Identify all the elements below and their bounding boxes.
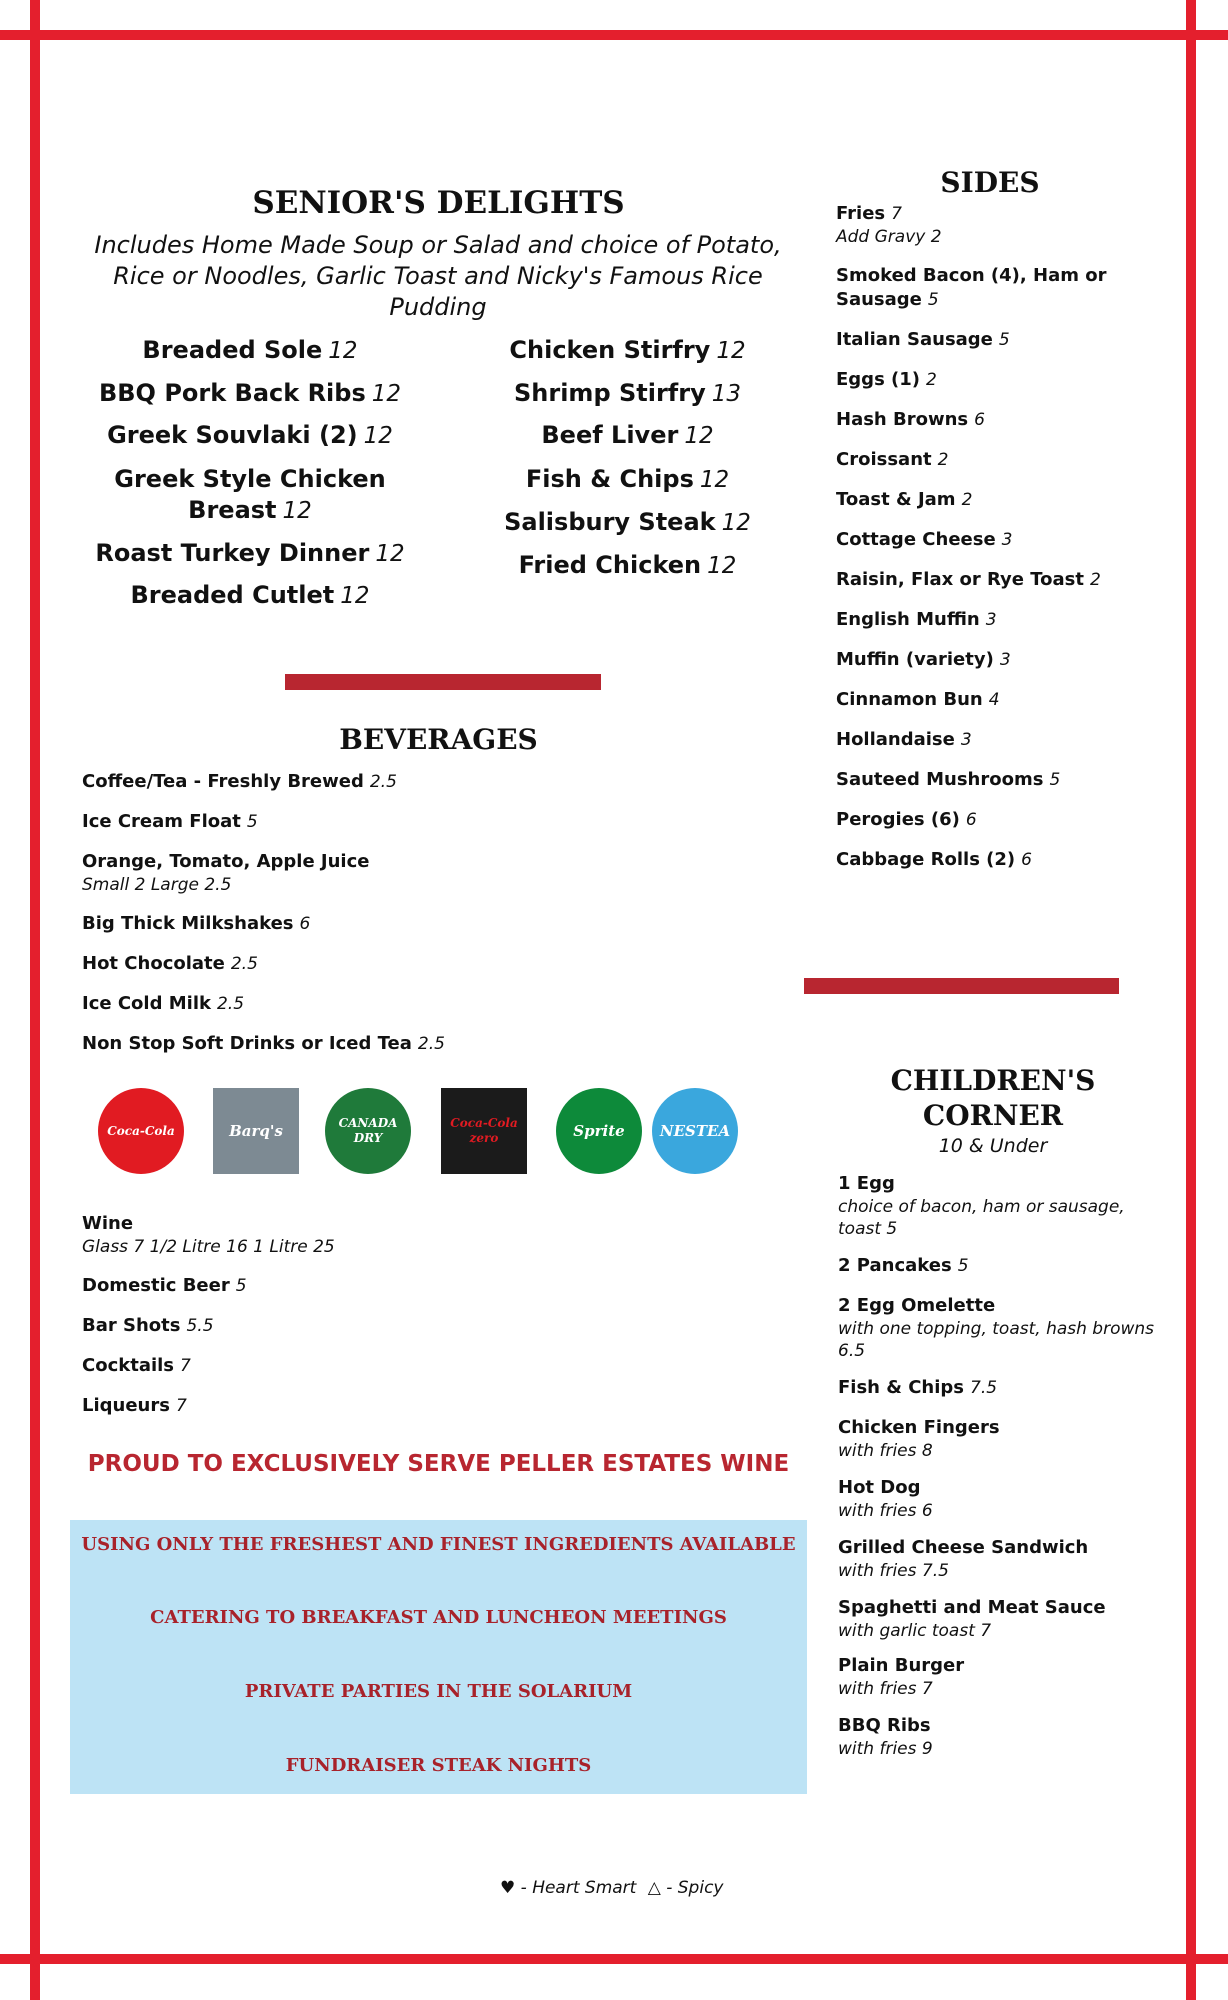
beverage-item-price: 2.5 xyxy=(216,994,245,1014)
beverage-item xyxy=(82,952,502,976)
kids-item xyxy=(838,1416,1158,1462)
side-item-price: 6 xyxy=(965,810,977,830)
side-item xyxy=(836,264,1136,312)
senior-item-price: 12 xyxy=(684,423,714,449)
senior-item xyxy=(470,507,785,539)
side-item-price: 3 xyxy=(960,730,972,750)
kids-item xyxy=(838,1254,1158,1278)
senior-item-price: 12 xyxy=(340,583,370,609)
side-item-name: Hollandaise xyxy=(836,729,955,750)
kids-item-name: 2 Egg Omelette xyxy=(838,1295,996,1316)
senior-item-price: 12 xyxy=(371,381,402,407)
children-title-line2: CORNER xyxy=(922,1099,1064,1132)
side-item-name: Cinnamon Bun xyxy=(836,689,983,710)
side-item-name: Raisin, Flax or Rye Toast xyxy=(836,569,1084,590)
side-item-name: Fries xyxy=(836,203,886,224)
kids-item xyxy=(838,1536,1158,1582)
senior-item-price: 12 xyxy=(375,541,405,567)
kids-item xyxy=(838,1376,1158,1400)
senior-item xyxy=(470,464,785,496)
senior-item xyxy=(90,378,410,410)
kids-item-name: Plain Burger xyxy=(838,1655,965,1676)
beverage-item xyxy=(82,810,502,834)
logo-text: Coca-Cola zero xyxy=(450,1116,518,1145)
beverage-item-name: Orange, Tomato, Apple Juice xyxy=(82,851,370,872)
kids-item-detail: with garlic toast 7 xyxy=(838,1621,992,1641)
section-divider xyxy=(285,674,601,690)
side-item xyxy=(836,408,1136,432)
senior-item-name: Salisbury Steak xyxy=(504,508,716,536)
senior-item xyxy=(470,335,785,367)
kids-item-name: BBQ Ribs xyxy=(838,1715,931,1736)
sides-title: SIDES xyxy=(940,166,1040,199)
sides-divider xyxy=(804,978,1119,994)
side-item-price: 3 xyxy=(1001,530,1013,550)
senior-item xyxy=(470,378,785,410)
side-item xyxy=(836,368,1136,392)
kids-item-name: Spaghetti and Meat Sauce xyxy=(838,1597,1106,1618)
side-item-name: Toast & Jam xyxy=(836,489,956,510)
banner-line-catering: CATERING TO BREAKFAST AND LUNCHEON MEETINGS xyxy=(150,1607,727,1628)
beverage-item xyxy=(82,770,502,794)
side-item xyxy=(836,768,1136,792)
kids-item-name: Hot Dog xyxy=(838,1477,921,1498)
kids-item xyxy=(838,1294,1158,1362)
banner-line-steak-nights: FUNDRAISER STEAK NIGHTS xyxy=(285,1755,592,1776)
side-item-price: 5 xyxy=(927,290,939,310)
kids-item-detail: with fries 6 xyxy=(838,1501,933,1521)
kids-item-name: 1 Egg xyxy=(838,1173,895,1194)
beverage-item xyxy=(82,1032,502,1056)
alcohol-item xyxy=(82,1212,502,1258)
side-item xyxy=(836,688,1136,712)
beverage-item-name: Coffee/Tea - Freshly Brewed xyxy=(82,771,364,792)
senior-item xyxy=(90,580,410,612)
beverages-title: BEVERAGES xyxy=(339,723,538,756)
beverage-item-name: Ice Cream Float xyxy=(82,811,241,832)
heart-icon: ♥ xyxy=(500,1878,516,1898)
beverage-item xyxy=(82,992,502,1016)
side-item-name: Cottage Cheese xyxy=(836,529,996,550)
kids-item-detail: with one topping, toast, hash browns 6.5 xyxy=(838,1319,1155,1361)
side-item-name: Muffin (variety) xyxy=(836,649,994,670)
beverage-item-price: 5 xyxy=(246,812,258,832)
side-item-price: 3 xyxy=(999,650,1011,670)
side-item-price: 3 xyxy=(985,610,997,630)
senior-item xyxy=(90,420,410,452)
senior-item xyxy=(470,550,785,582)
alcohol-item-name: Liqueurs xyxy=(82,1395,170,1416)
side-item-price: 2 xyxy=(926,370,937,390)
alcohol-item xyxy=(82,1314,502,1338)
frame-right-line xyxy=(1186,0,1196,2000)
frame-top-line xyxy=(0,30,1228,40)
kids-item xyxy=(838,1476,1158,1522)
senior-item-price: 12 xyxy=(328,338,358,364)
canada-dry-logo xyxy=(325,1088,411,1174)
children-subtitle: 10 & Under xyxy=(938,1135,1048,1157)
side-item-price: 6 xyxy=(1021,850,1032,870)
kids-item xyxy=(838,1654,1158,1700)
side-item-name: Sauteed Mushrooms xyxy=(836,769,1044,790)
side-item-detail: Add Gravy 2 xyxy=(836,227,942,247)
kids-item xyxy=(838,1596,1158,1642)
side-item xyxy=(836,808,1136,832)
kids-item-detail: with fries 7.5 xyxy=(838,1561,949,1581)
senior-item-name: Beef Liver xyxy=(541,421,679,449)
side-item-name: Smoked Bacon (4), Ham or Sausage xyxy=(836,265,1107,310)
alcohol-item xyxy=(82,1274,502,1298)
beverage-item-name: Non Stop Soft Drinks or Iced Tea xyxy=(82,1033,412,1054)
wine-note: PROUD TO EXCLUSIVELY SERVE PELLER ESTATES WINE xyxy=(87,1451,790,1477)
senior-item-name: Roast Turkey Dinner xyxy=(95,539,370,567)
side-item xyxy=(836,848,1136,872)
side-item-name: English Muffin xyxy=(836,609,980,630)
logo-text: CANADA DRY xyxy=(338,1116,398,1145)
promo-banner xyxy=(70,1520,807,1794)
coca-cola-logo xyxy=(98,1088,184,1174)
side-item-name: Cabbage Rolls (2) xyxy=(836,849,1016,870)
alcohol-item-name: Wine xyxy=(82,1213,134,1234)
beverage-item-price: 2.5 xyxy=(369,772,397,792)
senior-item-name: BBQ Pork Back Ribs xyxy=(98,379,366,407)
legend-spicy: - Spicy xyxy=(660,1878,724,1898)
alcohol-item-name: Bar Shots xyxy=(82,1315,181,1336)
kids-item-name: Grilled Cheese Sandwich xyxy=(838,1537,1089,1558)
kids-item-detail: with fries 7 xyxy=(838,1679,933,1699)
senior-item xyxy=(90,335,410,367)
kids-item-detail: choice of bacon, ham or sausage, toast 5 xyxy=(838,1197,1125,1239)
alcohol-item-detail: Glass 7 1/2 Litre 16 1 Litre 25 xyxy=(82,1237,335,1257)
beverage-item-name: Hot Chocolate xyxy=(82,953,225,974)
side-item xyxy=(836,448,1136,472)
beverage-item-price: 2.5 xyxy=(230,954,258,974)
frame-bottom-line xyxy=(0,1954,1228,1964)
nestea-logo xyxy=(652,1088,738,1174)
side-item-name: Italian Sausage xyxy=(836,329,993,350)
side-item xyxy=(836,568,1136,592)
side-item-price: 5 xyxy=(998,330,1010,350)
beverage-item-price: 6 xyxy=(299,914,311,934)
side-item-price: 6 xyxy=(974,410,985,430)
logo-text: NESTEA xyxy=(659,1121,731,1140)
beverage-item-name: Big Thick Milkshakes xyxy=(82,913,294,934)
side-item-price: 2 xyxy=(1089,570,1101,590)
banner-line-ingredients: USING ONLY THE FRESHEST AND FINEST INGREDIENTS AVAILABLE xyxy=(81,1534,796,1555)
senior-item-price: 12 xyxy=(363,423,393,449)
alcohol-item xyxy=(82,1354,502,1378)
side-item xyxy=(836,608,1136,632)
senior-item-name: Fried Chicken xyxy=(518,551,702,579)
kids-item-detail: with fries 9 xyxy=(838,1739,933,1759)
side-item xyxy=(836,328,1136,352)
side-item-name: Croissant xyxy=(836,449,932,470)
alcohol-item-price: 7 xyxy=(180,1356,191,1376)
beverage-item xyxy=(82,912,502,936)
senior-item-name: Fish & Chips xyxy=(525,465,694,493)
side-item-name: Hash Browns xyxy=(836,409,969,430)
beverage-item-detail: Small 2 Large 2.5 xyxy=(82,875,232,895)
frame-left-line xyxy=(30,0,40,2000)
senior-item-price: 12 xyxy=(282,498,312,524)
alcohol-item xyxy=(82,1394,502,1418)
alcohol-item-price: 5.5 xyxy=(186,1316,214,1336)
senior-item xyxy=(90,538,410,570)
senior-item-name: Greek Style Chicken Breast xyxy=(114,465,386,524)
sprite-logo xyxy=(556,1088,642,1174)
logo-text: Barq's xyxy=(229,1121,283,1140)
beverage-item-name: Ice Cold Milk xyxy=(82,993,211,1014)
side-item-price: 2 xyxy=(961,490,973,510)
seniors-title: SENIOR'S DELIGHTS xyxy=(252,185,625,221)
side-item-price: 2 xyxy=(937,450,949,470)
kids-item-name: 2 Pancakes xyxy=(838,1255,952,1276)
kids-item xyxy=(838,1172,1158,1240)
senior-item-price: 13 xyxy=(711,381,741,407)
side-item xyxy=(836,202,1136,248)
alcohol-item-name: Domestic Beer xyxy=(82,1275,230,1296)
senior-item-price: 12 xyxy=(716,338,746,364)
logo-text: Coca-Cola xyxy=(107,1123,175,1138)
senior-item-name: Greek Souvlaki (2) xyxy=(107,421,358,449)
senior-item-price: 12 xyxy=(707,553,737,579)
beverage-item-price: 2.5 xyxy=(417,1034,445,1054)
flame-icon: △ xyxy=(647,1878,661,1898)
kids-item-detail: with fries 8 xyxy=(838,1441,933,1461)
kids-item-name: Fish & Chips xyxy=(838,1377,965,1398)
legend-heart-smart: - Heart Smart xyxy=(515,1878,637,1898)
kids-item xyxy=(838,1714,1158,1760)
legend xyxy=(500,1878,760,1898)
side-item xyxy=(836,648,1136,672)
banner-line-parties: PRIVATE PARTIES IN THE SOLARIUM xyxy=(244,1681,633,1702)
senior-item-name: Breaded Cutlet xyxy=(130,581,335,609)
side-item-name: Perogies (6) xyxy=(836,809,960,830)
alcohol-item-price: 7 xyxy=(175,1396,187,1416)
senior-item-name: Shrimp Stirfry xyxy=(514,379,706,407)
barqs-logo xyxy=(213,1088,299,1174)
children-title-line1: CHILDREN'S xyxy=(890,1064,1096,1097)
coke-zero-logo xyxy=(441,1088,527,1174)
logo-text: Sprite xyxy=(573,1121,625,1140)
kids-item-name: Chicken Fingers xyxy=(838,1417,1000,1438)
alcohol-item-name: Cocktails xyxy=(82,1355,175,1376)
senior-item-name: Chicken Stirfry xyxy=(509,336,711,364)
seniors-description: Includes Home Made Soup or Salad and choice of Potato, Rice or Noodles, Garlic Toast and Nicky's Famous Rice Pudding xyxy=(94,231,782,321)
senior-item-name: Breaded Sole xyxy=(142,336,323,364)
side-item-price: 4 xyxy=(988,690,1000,710)
side-item-price: 5 xyxy=(1049,770,1061,790)
beverage-item xyxy=(82,850,502,896)
senior-item xyxy=(90,464,410,527)
side-item xyxy=(836,728,1136,752)
senior-item-price: 12 xyxy=(721,510,751,536)
senior-item xyxy=(470,420,785,452)
side-item-name: Eggs (1) xyxy=(836,369,921,390)
side-item-price: 7 xyxy=(891,204,902,224)
senior-item-price: 12 xyxy=(699,467,730,493)
alcohol-item-price: 5 xyxy=(235,1276,247,1296)
side-item xyxy=(836,488,1136,512)
kids-item-price: 5 xyxy=(957,1256,969,1276)
side-item xyxy=(836,528,1136,552)
kids-item-price: 7.5 xyxy=(970,1378,998,1398)
